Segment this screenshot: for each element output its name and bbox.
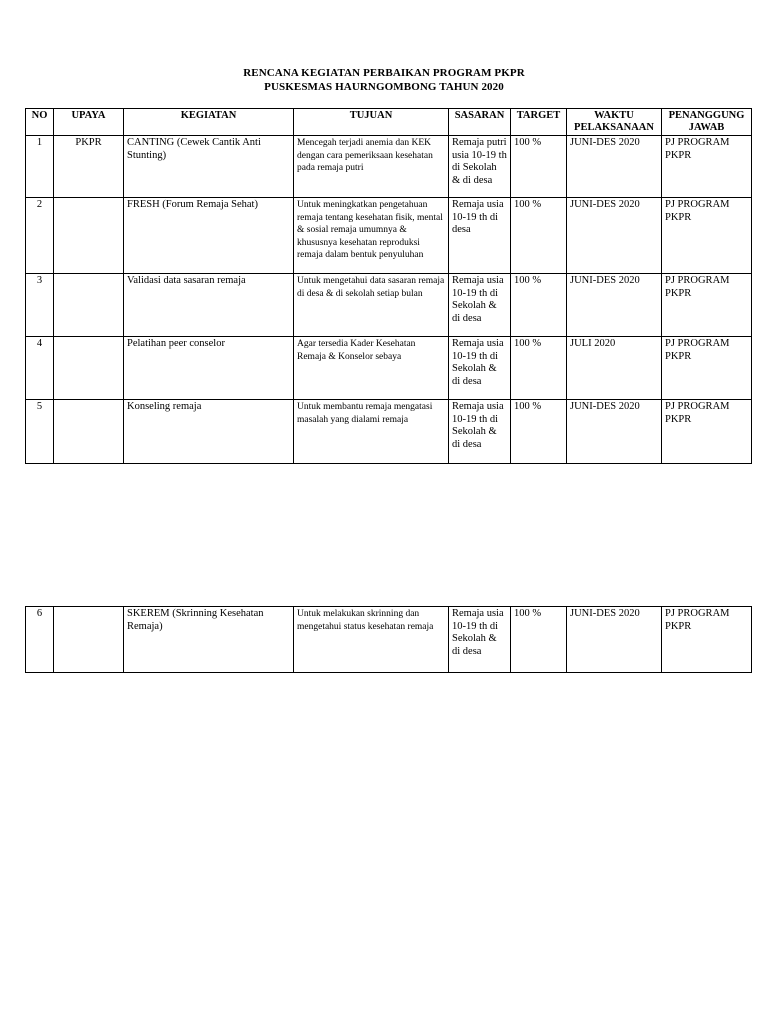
cell-upaya: PKPR — [54, 136, 124, 198]
cell-sasaran: Remaja usia 10-19 th di Sekolah & di desa — [449, 607, 511, 673]
cell-tujuan: Untuk meningkatkan pengetahuan remaja tentang kesehatan fisik, mental & sosial remaja umumnya & khususnya kesehatan reproduksi remaja dalam bentuk penyuluhan — [294, 198, 449, 274]
cell-tujuan: Agar tersedia Kader Kesehatan Remaja & Konselor sebaya — [294, 337, 449, 400]
cell-penanggung-jawab: PJ PROGRAM PKPR — [662, 136, 752, 198]
cell-no: 3 — [26, 274, 54, 337]
cell-sasaran: Remaja putri usia 10-19 th di Sekolah & di desa — [449, 136, 511, 198]
cell-tujuan: Mencegah terjadi anemia dan KEK dengan cara pemeriksaan kesehatan pada remaja putri — [294, 136, 449, 198]
table-row — [26, 136, 752, 198]
header-tujuan: TUJUAN — [294, 109, 449, 136]
cell-sasaran: Remaja usia 10-19 th di Sekolah & di desa — [449, 400, 511, 464]
cell-waktu: JUNI-DES 2020 — [567, 136, 662, 198]
document-subtitle: PUSKESMAS HAURNGOMBONG TAHUN 2020 — [264, 81, 504, 93]
table-row — [26, 274, 752, 337]
table-row — [26, 198, 752, 274]
cell-kegiatan: CANTING (Cewek Cantik Anti Stunting) — [124, 136, 294, 198]
document-title: RENCANA KEGIATAN PERBAIKAN PROGRAM PKPR — [243, 67, 525, 79]
header-kegiatan: KEGIATAN — [124, 109, 294, 136]
cell-kegiatan: Validasi data sasaran remaja — [124, 274, 294, 337]
cell-target: 100 % — [511, 198, 567, 274]
cell-upaya — [54, 274, 124, 337]
cell-penanggung-jawab: PJ PROGRAM PKPR — [662, 198, 752, 274]
cell-waktu: JUNI-DES 2020 — [567, 400, 662, 464]
cell-target: 100 % — [511, 136, 567, 198]
cell-waktu: JUNI-DES 2020 — [567, 274, 662, 337]
table-row — [26, 607, 752, 673]
cell-sasaran: Remaja usia 10-19 th di Sekolah & di desa — [449, 274, 511, 337]
cell-target: 100 % — [511, 607, 567, 673]
header-sasaran: SASARAN — [449, 109, 511, 136]
cell-penanggung-jawab: PJ PROGRAM PKPR — [662, 607, 752, 673]
cell-sasaran: Remaja usia 10-19 th di desa — [449, 198, 511, 274]
header-target: TARGET — [511, 109, 567, 136]
cell-upaya — [54, 337, 124, 400]
cell-waktu: JULI 2020 — [567, 337, 662, 400]
cell-upaya — [54, 198, 124, 274]
cell-kegiatan: Konseling remaja — [124, 400, 294, 464]
cell-waktu: JUNI-DES 2020 — [567, 198, 662, 274]
cell-target: 100 % — [511, 337, 567, 400]
cell-tujuan: Untuk membantu remaja mengatasi masalah yang dialami remaja — [294, 400, 449, 464]
cell-no: 4 — [26, 337, 54, 400]
table-row — [26, 337, 752, 400]
cell-kegiatan: SKEREM (Skrinning Kesehatan Remaja) — [124, 607, 294, 673]
cell-no: 1 — [26, 136, 54, 198]
header-no: NO — [26, 109, 54, 136]
activity-table — [25, 108, 752, 464]
table-row — [26, 400, 752, 464]
cell-tujuan: Untuk mengetahui data sasaran remaja di desa & di sekolah setiap bulan — [294, 274, 449, 337]
cell-no: 5 — [26, 400, 54, 464]
table-header-row — [26, 109, 752, 136]
cell-target: 100 % — [511, 400, 567, 464]
cell-penanggung-jawab: PJ PROGRAM PKPR — [662, 274, 752, 337]
cell-penanggung-jawab: PJ PROGRAM PKPR — [662, 400, 752, 464]
cell-no: 6 — [26, 607, 54, 673]
cell-upaya — [54, 607, 124, 673]
cell-no: 2 — [26, 198, 54, 274]
cell-target: 100 % — [511, 274, 567, 337]
header-upaya: UPAYA — [54, 109, 124, 136]
header-waktu: WAKTU PELAKSANAAN — [567, 109, 662, 136]
cell-upaya — [54, 400, 124, 464]
cell-penanggung-jawab: PJ PROGRAM PKPR — [662, 337, 752, 400]
cell-kegiatan: Pelatihan peer conselor — [124, 337, 294, 400]
cell-kegiatan: FRESH (Forum Remaja Sehat) — [124, 198, 294, 274]
cell-waktu: JUNI-DES 2020 — [567, 607, 662, 673]
activity-table-continued — [25, 606, 752, 673]
cell-tujuan: Untuk melakukan skrinning dan mengetahui status kesehatan remaja — [294, 607, 449, 673]
header-penanggung-jawab: PENANGGUNG JAWAB — [662, 109, 752, 136]
cell-sasaran: Remaja usia 10-19 th di Sekolah & di desa — [449, 337, 511, 400]
